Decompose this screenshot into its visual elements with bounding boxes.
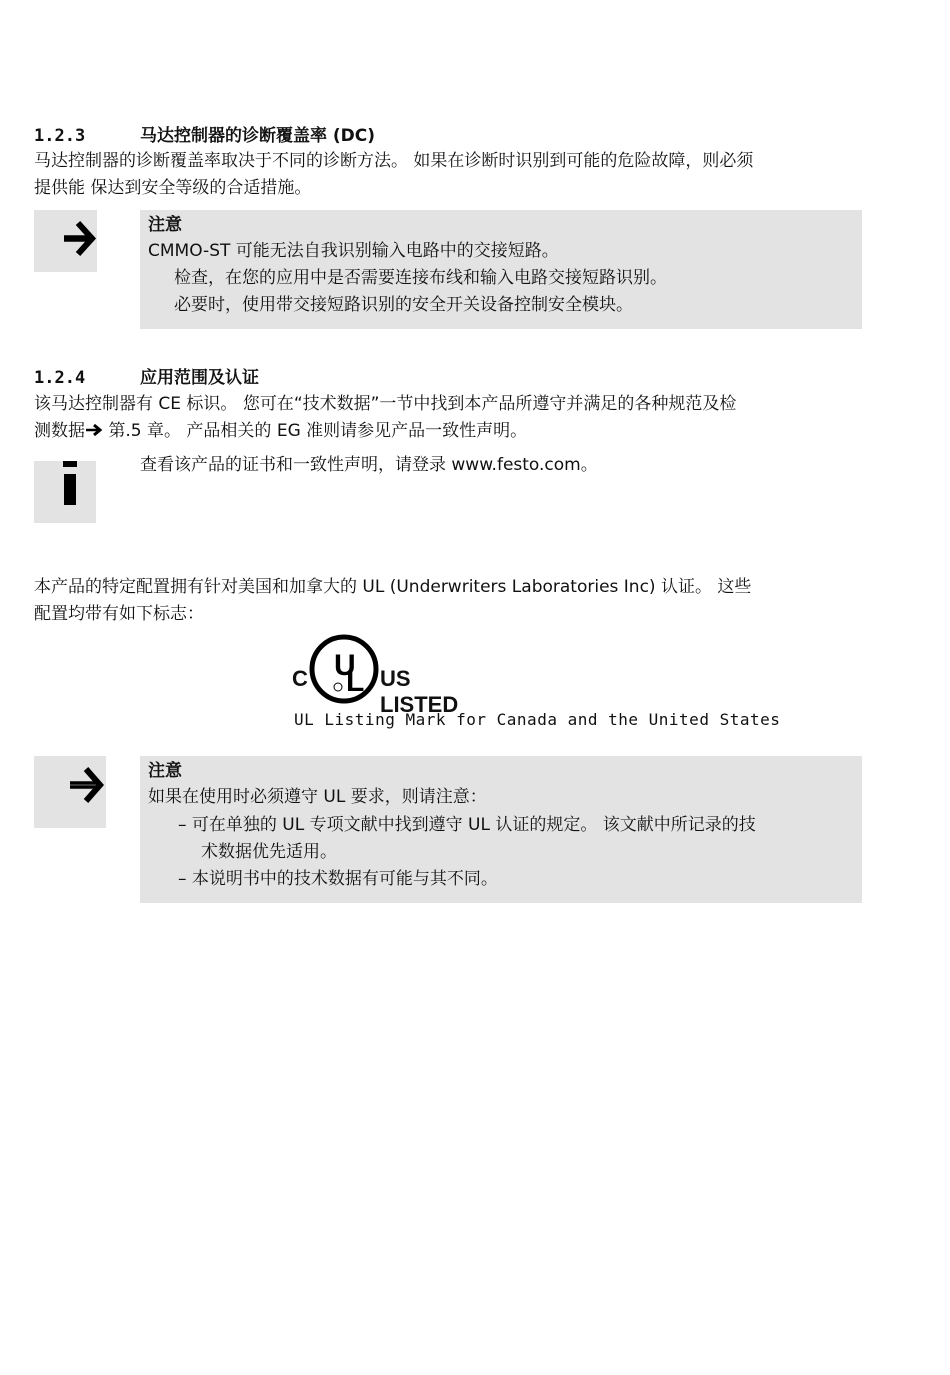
ul-para-line1: 本产品的特定配置拥有针对美国和加拿大的 UL (Underwriters Laboratories Inc) 认证。 这些 [34,577,752,597]
arrow-right-icon [34,756,106,828]
ul-logo-ul-l: L [346,665,365,698]
note1-line2: 检查，在您的应用中是否需要连接布线和输入电路交接短路识别。 [174,268,667,288]
ul-caption: UL Listing Mark for Canada and the United States [294,710,781,729]
section-124-para-line1: 该马达控制器有 CE 标识。 您可在“技术数据”一节中找到本产品所遵守并满足的各种规范及检 [34,394,737,414]
ul-logo-ul-u: U [334,649,356,682]
info-icon-box [34,461,96,523]
note2-icon-box [34,756,106,828]
section-124-para-line2-a: 测数据 [34,421,85,441]
section-123-para-line2: 提供能 保达到安全等级的合适措施。 [34,178,312,198]
ul-logo-circle [308,633,380,705]
section-title-123: 马达控制器的诊断覆盖率 (DC) [140,126,376,146]
info-text: 查看该产品的证书和一致性声明，请登录 www.festo.com。 [140,455,598,475]
arrow-right-icon [34,210,97,272]
info-icon [34,461,96,523]
section-number-123: 1.2.3 [34,126,86,146]
note2-item1-line2: 术数据优先适用。 [201,842,337,862]
note2-title: 注意 [148,761,182,781]
section-number-124: 1.2.4 [34,368,86,388]
ul-logo-us-listed: US LISTED [380,666,459,717]
note1-icon-box [34,210,97,272]
section-123-para-line1: 马达控制器的诊断覆盖率取决于不同的诊断方法。 如果在诊断时识别到可能的危险故障，则必须 [34,151,754,171]
ul-logo-c: C [292,666,308,691]
chapter-link[interactable]: 第.5 章。 产品相关的 EG 准则请参见产品一致性声明。 [103,421,528,441]
note2-item1-line1: – 可在单独的 UL 专项文献中找到遵守 UL 认证的规定。 该文献中所记录的技 [178,815,756,835]
section-title-124: 应用范围及认证 [140,368,259,388]
note2-item2: – 本说明书中的技术数据有可能与其不同。 [178,869,498,889]
note2-line1: 如果在使用时必须遵守 UL 要求，则请注意： [148,787,487,807]
section-124-para-line2 [34,418,527,445]
ul-para-line2: 配置均带有如下标志： [34,604,204,624]
note1-line1: CMMO-ST 可能无法自我识别输入电路中的交接短路。 [148,241,559,261]
note1-line3: 必要时，使用带交接短路识别的安全开关设备控制安全模块。 [174,295,633,315]
ul-listing-mark [290,630,490,717]
arrow-right-icon [85,423,103,437]
note1-title: 注意 [148,215,182,235]
